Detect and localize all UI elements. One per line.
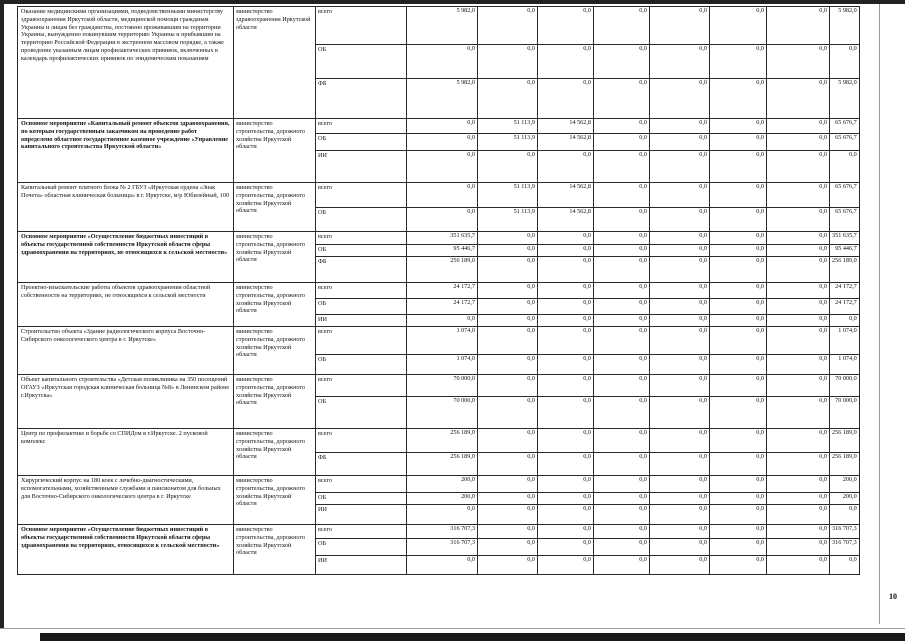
value-2021: 0,0 xyxy=(594,315,650,327)
value-2022: 0,0 xyxy=(650,355,710,375)
value-2023: 0,0 xyxy=(710,208,767,232)
value-2023: 0,0 xyxy=(710,79,767,119)
value-2022: 0,0 xyxy=(650,7,710,45)
value-2023: 0,0 xyxy=(710,315,767,327)
value-2020: 0,0 xyxy=(538,299,594,315)
value-2023: 0,0 xyxy=(710,556,767,575)
funding-source: ИИ xyxy=(316,315,407,327)
value-2020: 0,0 xyxy=(538,493,594,505)
value-total: 5 982,0 xyxy=(407,7,478,45)
executor: министерство строительства, дорожного хозяйства Иркутской области xyxy=(234,183,316,232)
value-2021: 0,0 xyxy=(594,208,650,232)
value-2020: 0,0 xyxy=(538,257,594,283)
value-2019: 0,0 xyxy=(478,79,538,119)
value-sum: 316 707,3 xyxy=(830,525,860,539)
value-2024: 0,0 xyxy=(767,453,830,476)
value-total: 70 000,0 xyxy=(407,397,478,429)
value-2023: 0,0 xyxy=(710,493,767,505)
value-2021: 0,0 xyxy=(594,7,650,45)
table-row xyxy=(18,183,860,208)
value-total: 24 172,7 xyxy=(407,299,478,315)
value-total: 200,0 xyxy=(407,476,478,493)
executor: министерство строительства, дорожного хозяйства Иркутской области xyxy=(234,119,316,183)
value-sum: 256 189,0 xyxy=(830,257,860,283)
funding-source: ОБ xyxy=(316,493,407,505)
value-2024: 0,0 xyxy=(767,476,830,493)
value-2024: 0,0 xyxy=(767,7,830,45)
value-sum: 0,0 xyxy=(830,315,860,327)
value-sum: 1 074,0 xyxy=(830,355,860,375)
value-2022: 0,0 xyxy=(650,151,710,183)
value-total: 0,0 xyxy=(407,556,478,575)
value-2020: 0,0 xyxy=(538,45,594,79)
funding-source: ОБ xyxy=(316,134,407,151)
value-2020: 0,0 xyxy=(538,283,594,299)
value-total: 5 982,0 xyxy=(407,79,478,119)
measure-name: Основное мероприятие «Осуществление бюджетных инвестиций в объекты государственной собственности Иркутской области сферы здравоохранения на территориях, относящихся к сельской местности» xyxy=(18,525,234,575)
value-total: 0,0 xyxy=(407,315,478,327)
value-sum: 0,0 xyxy=(830,505,860,525)
value-2022: 0,0 xyxy=(650,429,710,453)
executor: министерство строительства, дорожного хозяйства Иркутской области xyxy=(234,283,316,327)
value-2023: 0,0 xyxy=(710,539,767,556)
value-2024: 0,0 xyxy=(767,556,830,575)
value-2020: 0,0 xyxy=(538,539,594,556)
executor: министерство строительства, дорожного хозяйства Иркутской области xyxy=(234,476,316,525)
table-row xyxy=(18,375,860,397)
value-total: 0,0 xyxy=(407,208,478,232)
value-2019: 0,0 xyxy=(478,283,538,299)
funding-source: ИИ xyxy=(316,151,407,183)
value-2023: 0,0 xyxy=(710,151,767,183)
value-2020: 0,0 xyxy=(538,453,594,476)
value-2023: 0,0 xyxy=(710,327,767,355)
funding-source: ФБ xyxy=(316,79,407,119)
funding-source: всего xyxy=(316,183,407,208)
value-2019: 0,0 xyxy=(478,397,538,429)
value-2020: 0,0 xyxy=(538,397,594,429)
value-2020: 0,0 xyxy=(538,327,594,355)
value-2023: 0,0 xyxy=(710,476,767,493)
funding-source: всего xyxy=(316,476,407,493)
value-2024: 0,0 xyxy=(767,245,830,257)
value-2021: 0,0 xyxy=(594,539,650,556)
value-2022: 0,0 xyxy=(650,134,710,151)
value-2023: 0,0 xyxy=(710,453,767,476)
value-2022: 0,0 xyxy=(650,493,710,505)
value-2021: 0,0 xyxy=(594,355,650,375)
value-2020: 0,0 xyxy=(538,7,594,45)
value-2021: 0,0 xyxy=(594,151,650,183)
value-total: 0,0 xyxy=(407,151,478,183)
measure-name: Центр по профилактике и борьбе со СПИДом в г.Иркутске. 2 пусковой комплекс xyxy=(18,429,234,476)
value-sum: 65 676,7 xyxy=(830,134,860,151)
value-2019: 51 113,9 xyxy=(478,183,538,208)
executor: министерство строительства, дорожного хозяйства Иркутской области xyxy=(234,375,316,429)
value-2019: 0,0 xyxy=(478,525,538,539)
value-2023: 0,0 xyxy=(710,257,767,283)
value-total: 316 707,3 xyxy=(407,539,478,556)
value-2020: 0,0 xyxy=(538,556,594,575)
funding-source: всего xyxy=(316,375,407,397)
table-body xyxy=(18,7,860,575)
table-row xyxy=(18,525,860,539)
value-2019: 0,0 xyxy=(478,375,538,397)
scan-top-border xyxy=(0,0,905,4)
funding-source: ФБ xyxy=(316,257,407,283)
value-2022: 0,0 xyxy=(650,183,710,208)
value-2021: 0,0 xyxy=(594,119,650,134)
funding-source: ОБ xyxy=(316,208,407,232)
funding-source: всего xyxy=(316,429,407,453)
funding-source: ИИ xyxy=(316,556,407,575)
value-sum: 1 074,0 xyxy=(830,327,860,355)
value-2019: 51 113,9 xyxy=(478,119,538,134)
value-2022: 0,0 xyxy=(650,315,710,327)
value-2019: 0,0 xyxy=(478,355,538,375)
value-sum: 65 676,7 xyxy=(830,183,860,208)
value-2020: 0,0 xyxy=(538,245,594,257)
value-2024: 0,0 xyxy=(767,355,830,375)
executor: министерство здравоохранения Иркутской области xyxy=(234,7,316,119)
value-2024: 0,0 xyxy=(767,397,830,429)
value-2020: 0,0 xyxy=(538,355,594,375)
value-2022: 0,0 xyxy=(650,79,710,119)
table-row xyxy=(18,327,860,355)
value-2021: 0,0 xyxy=(594,476,650,493)
table-row xyxy=(18,429,860,453)
value-2022: 0,0 xyxy=(650,283,710,299)
funding-source: ОБ xyxy=(316,299,407,315)
value-2021: 0,0 xyxy=(594,397,650,429)
value-2019: 0,0 xyxy=(478,476,538,493)
value-2021: 0,0 xyxy=(594,429,650,453)
funding-source: всего xyxy=(316,327,407,355)
value-2021: 0,0 xyxy=(594,453,650,476)
value-2022: 0,0 xyxy=(650,476,710,493)
value-2022: 0,0 xyxy=(650,299,710,315)
value-sum: 0,0 xyxy=(830,151,860,183)
value-2024: 0,0 xyxy=(767,79,830,119)
value-2022: 0,0 xyxy=(650,453,710,476)
value-2019: 0,0 xyxy=(478,232,538,245)
value-2022: 0,0 xyxy=(650,397,710,429)
value-2021: 0,0 xyxy=(594,79,650,119)
table-row xyxy=(18,7,860,45)
value-2022: 0,0 xyxy=(650,525,710,539)
measure-name: Основное мероприятие «Капитальный ремонт объектов здравоохранения, по которым государственным заказчиком на проведение работ определено областное государственное казенное учреждение «Управление капитального строительства Иркутской области» xyxy=(18,119,234,183)
value-2019: 0,0 xyxy=(478,539,538,556)
value-2022: 0,0 xyxy=(650,556,710,575)
measure-name: Основное мероприятие «Осуществление бюджетных инвестиций в объекты государственной собственности Иркутской области сферы здравоохранения на территориях, не относящихся к сельской местности» xyxy=(18,232,234,283)
executor: министерство строительства, дорожного хозяйства Иркутской области xyxy=(234,232,316,283)
value-2023: 0,0 xyxy=(710,375,767,397)
value-2023: 0,0 xyxy=(710,429,767,453)
value-total: 1 074,0 xyxy=(407,355,478,375)
value-2021: 0,0 xyxy=(594,232,650,245)
value-total: 0,0 xyxy=(407,134,478,151)
value-2020: 0,0 xyxy=(538,151,594,183)
executor: министерство строительства, дорожного хозяйства Иркутской области xyxy=(234,327,316,375)
value-2022: 0,0 xyxy=(650,245,710,257)
value-2020: 0,0 xyxy=(538,79,594,119)
value-2020: 0,0 xyxy=(538,476,594,493)
value-2019: 51 113,9 xyxy=(478,134,538,151)
value-total: 256 189,0 xyxy=(407,257,478,283)
value-total: 200,0 xyxy=(407,493,478,505)
value-2024: 0,0 xyxy=(767,45,830,79)
value-2019: 0,0 xyxy=(478,315,538,327)
value-2024: 0,0 xyxy=(767,375,830,397)
value-sum: 24 172,7 xyxy=(830,299,860,315)
value-sum: 5 982,0 xyxy=(830,79,860,119)
value-total: 1 074,0 xyxy=(407,327,478,355)
value-2021: 0,0 xyxy=(594,183,650,208)
value-2020: 0,0 xyxy=(538,375,594,397)
table-row xyxy=(18,232,860,245)
value-2023: 0,0 xyxy=(710,45,767,79)
measure-name: Проектно-изыскательские работы объектов здравоохранения областной собственности на территориях, не относящихся к сельской местности xyxy=(18,283,234,327)
value-2024: 0,0 xyxy=(767,505,830,525)
value-2024: 0,0 xyxy=(767,119,830,134)
value-2020: 14 562,8 xyxy=(538,208,594,232)
value-2023: 0,0 xyxy=(710,355,767,375)
value-2023: 0,0 xyxy=(710,525,767,539)
value-2024: 0,0 xyxy=(767,493,830,505)
value-2024: 0,0 xyxy=(767,151,830,183)
value-2020: 14 562,8 xyxy=(538,134,594,151)
table-row xyxy=(18,119,860,134)
scan-bottom-border xyxy=(0,628,905,641)
value-total: 24 172,7 xyxy=(407,283,478,299)
funding-source: ОБ xyxy=(316,539,407,556)
measure-name: Хирургический корпус на 180 коек с лечебно-диагностическими, вспомогательными, хозяйственными службами и пансионатом для больных для Восточно-Сибирского онкологического центра в г. Иркутске xyxy=(18,476,234,525)
value-sum: 200,0 xyxy=(830,476,860,493)
value-total: 256 189,0 xyxy=(407,429,478,453)
table-row xyxy=(18,476,860,493)
value-2022: 0,0 xyxy=(650,257,710,283)
value-2019: 0,0 xyxy=(478,429,538,453)
value-2019: 0,0 xyxy=(478,556,538,575)
value-sum: 351 635,7 xyxy=(830,232,860,245)
value-2019: 0,0 xyxy=(478,245,538,257)
value-sum: 70 000,0 xyxy=(830,375,860,397)
value-2019: 51 113,9 xyxy=(478,208,538,232)
value-2019: 0,0 xyxy=(478,257,538,283)
value-2021: 0,0 xyxy=(594,45,650,79)
budget-table xyxy=(17,6,860,575)
scan-left-border xyxy=(0,0,4,640)
value-2019: 0,0 xyxy=(478,327,538,355)
value-2020: 0,0 xyxy=(538,232,594,245)
value-2024: 0,0 xyxy=(767,539,830,556)
value-2019: 0,0 xyxy=(478,45,538,79)
value-2021: 0,0 xyxy=(594,505,650,525)
value-total: 351 635,7 xyxy=(407,232,478,245)
value-total: 0,0 xyxy=(407,505,478,525)
value-2019: 0,0 xyxy=(478,505,538,525)
table-row xyxy=(18,283,860,299)
funding-source: всего xyxy=(316,119,407,134)
value-2019: 0,0 xyxy=(478,151,538,183)
value-2022: 0,0 xyxy=(650,375,710,397)
measure-name: Объект капитального строительства «Детская поликлиника на 350 посещений ОГАУЗ «Иркутская городская клиническая больница №8» в Ленинском районе г.Иркутска» xyxy=(18,375,234,429)
value-sum: 65 676,7 xyxy=(830,119,860,134)
value-2022: 0,0 xyxy=(650,119,710,134)
value-total: 0,0 xyxy=(407,119,478,134)
value-2021: 0,0 xyxy=(594,257,650,283)
funding-source: ОБ xyxy=(316,355,407,375)
value-sum: 256 189,0 xyxy=(830,453,860,476)
value-2023: 0,0 xyxy=(710,7,767,45)
value-sum: 95 446,7 xyxy=(830,245,860,257)
value-total: 95 446,7 xyxy=(407,245,478,257)
value-2021: 0,0 xyxy=(594,525,650,539)
measure-name: Строительство объекта «Здание радиологического корпуса Восточно-Сибирского онкологического центра в г. Иркутске» xyxy=(18,327,234,375)
funding-source: ОБ xyxy=(316,397,407,429)
executor: министерство строительства, дорожного хозяйства Иркутской области xyxy=(234,525,316,575)
value-2023: 0,0 xyxy=(710,232,767,245)
value-2021: 0,0 xyxy=(594,299,650,315)
funding-source: ФБ xyxy=(316,453,407,476)
value-total: 0,0 xyxy=(407,45,478,79)
value-2021: 0,0 xyxy=(594,327,650,355)
measure-name: Оказание медицинскими организациями, подведомственными министерству здравоохранения Иркутской области, медицинской помощи гражданам Украины и лицам без гражданства, постоянно проживавшим на территории Украины, вынужденно покинувшим территорию Украины и прибывшим на территорию Российской Федерации в экстренном массовом порядке, а также проведение указанным лицам профилактических прививок, включенных в календарь профилактических прививок по эпидемическим показаниям xyxy=(18,7,234,119)
executor: министерство строительства, дорожного хозяйства Иркутской области xyxy=(234,429,316,476)
funding-source: всего xyxy=(316,283,407,299)
value-2023: 0,0 xyxy=(710,183,767,208)
value-sum: 70 000,0 xyxy=(830,397,860,429)
value-2022: 0,0 xyxy=(650,539,710,556)
value-2020: 14 562,8 xyxy=(538,183,594,208)
value-2024: 0,0 xyxy=(767,183,830,208)
value-2021: 0,0 xyxy=(594,556,650,575)
value-2021: 0,0 xyxy=(594,283,650,299)
value-2023: 0,0 xyxy=(710,134,767,151)
funding-source: всего xyxy=(316,7,407,45)
value-2024: 0,0 xyxy=(767,208,830,232)
funding-source: всего xyxy=(316,232,407,245)
value-2020: 0,0 xyxy=(538,315,594,327)
value-2024: 0,0 xyxy=(767,257,830,283)
value-sum: 0,0 xyxy=(830,556,860,575)
value-2020: 14 562,8 xyxy=(538,119,594,134)
value-2020: 0,0 xyxy=(538,525,594,539)
value-total: 256 189,0 xyxy=(407,453,478,476)
value-total: 0,0 xyxy=(407,183,478,208)
value-2022: 0,0 xyxy=(650,505,710,525)
value-2022: 0,0 xyxy=(650,45,710,79)
value-sum: 256 189,0 xyxy=(830,429,860,453)
value-sum: 5 982,0 xyxy=(830,7,860,45)
funding-source: всего xyxy=(316,525,407,539)
value-2024: 0,0 xyxy=(767,283,830,299)
value-sum: 316 707,3 xyxy=(830,539,860,556)
value-2021: 0,0 xyxy=(594,134,650,151)
value-2024: 0,0 xyxy=(767,315,830,327)
value-2023: 0,0 xyxy=(710,299,767,315)
value-2019: 0,0 xyxy=(478,453,538,476)
value-2021: 0,0 xyxy=(594,493,650,505)
measure-name: Капитальный ремонт платного блока № 2 ГБУЗ «Иркутская ордена «Знак Почета» областная клиническая больница» в г. Иркутске, м/р Юбилейный, 100 xyxy=(18,183,234,232)
value-2024: 0,0 xyxy=(767,429,830,453)
value-2024: 0,0 xyxy=(767,327,830,355)
value-2023: 0,0 xyxy=(710,505,767,525)
value-sum: 24 172,7 xyxy=(830,283,860,299)
page-number: 10 xyxy=(889,592,897,601)
value-2024: 0,0 xyxy=(767,134,830,151)
value-2024: 0,0 xyxy=(767,525,830,539)
value-2024: 0,0 xyxy=(767,299,830,315)
value-sum: 200,0 xyxy=(830,493,860,505)
value-2019: 0,0 xyxy=(478,7,538,45)
value-total: 70 000,0 xyxy=(407,375,478,397)
value-2022: 0,0 xyxy=(650,208,710,232)
value-2023: 0,0 xyxy=(710,397,767,429)
value-2021: 0,0 xyxy=(594,375,650,397)
value-2020: 0,0 xyxy=(538,505,594,525)
value-2023: 0,0 xyxy=(710,283,767,299)
value-2019: 0,0 xyxy=(478,493,538,505)
scan-right-edge xyxy=(879,4,880,624)
value-2022: 0,0 xyxy=(650,327,710,355)
funding-source: ОБ xyxy=(316,245,407,257)
funding-source: ОБ xyxy=(316,45,407,79)
value-2021: 0,0 xyxy=(594,245,650,257)
value-sum: 65 676,7 xyxy=(830,208,860,232)
value-2023: 0,0 xyxy=(710,245,767,257)
value-2019: 0,0 xyxy=(478,299,538,315)
value-2023: 0,0 xyxy=(710,119,767,134)
value-2022: 0,0 xyxy=(650,232,710,245)
value-2024: 0,0 xyxy=(767,232,830,245)
value-2020: 0,0 xyxy=(538,429,594,453)
value-total: 316 707,3 xyxy=(407,525,478,539)
value-sum: 0,0 xyxy=(830,45,860,79)
funding-source: ИИ xyxy=(316,505,407,525)
